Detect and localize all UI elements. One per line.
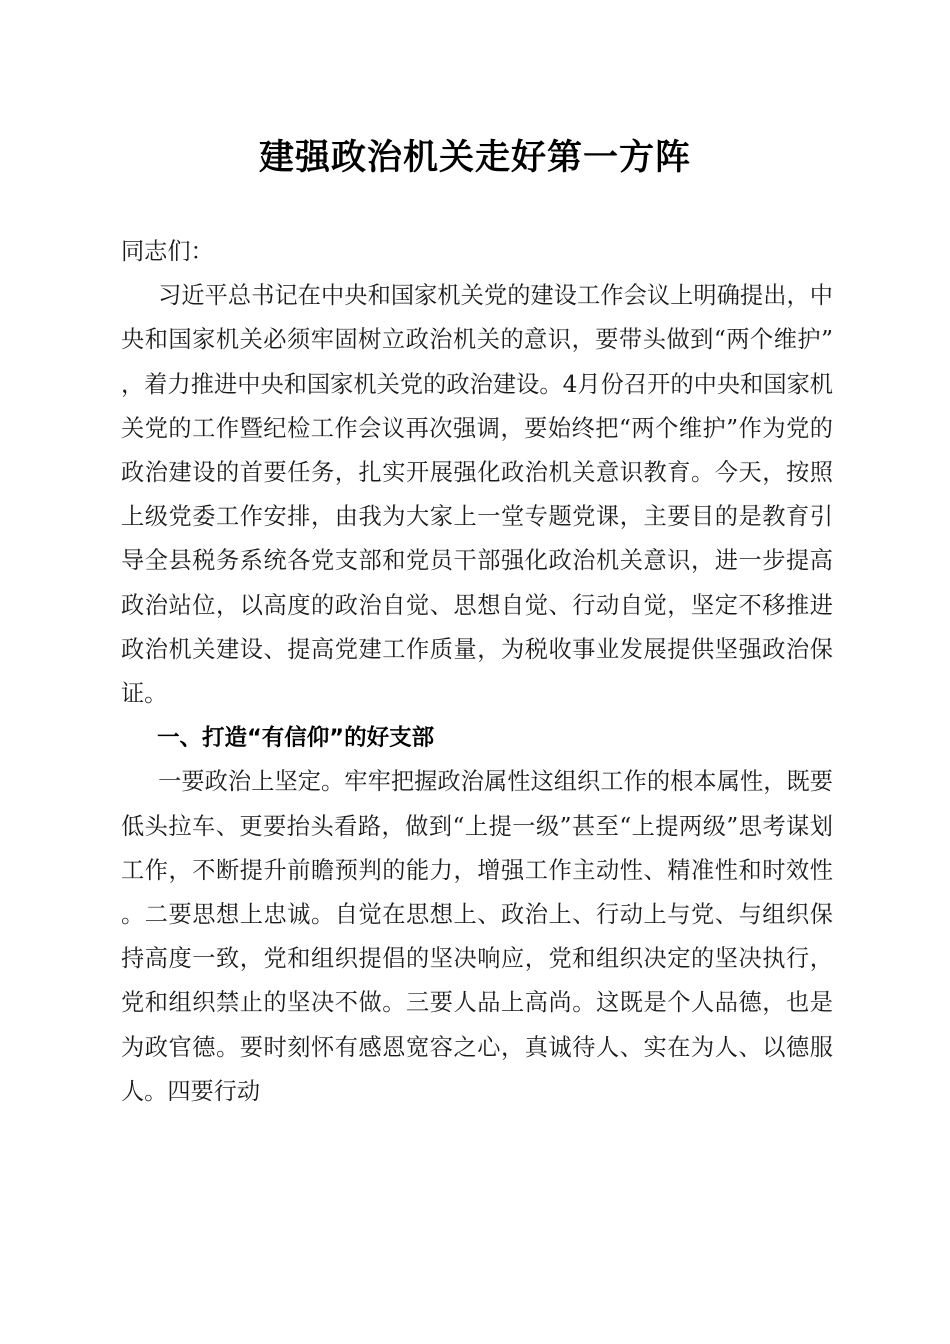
salutation: 同志们：	[121, 238, 214, 265]
document-body	[121, 230, 833, 1114]
intro-paragraph: 习近平总书记在中央和国家机关党的建设工作会议上明确提出，中央和国家机关必须牢固树立政治机关的意识，要带头做到“两个维护”，着力推进中央和国家机关党的政治建设。4月份召开的中央和国家机关党的工作暨纪检工作会议再次强调，要始终把“两个维护”作为党的政治建设的首要任务，扎实开展强化政治机关意识教育。今天，按照上级党委工作安排，由我为大家上一堂专题党课，主要目的是教育引导全县税务系统各党支部和党员干部强化政治机关意识，进一步提高政治站位，以高度的政治自觉、思想自觉、行动自觉，坚定不移推进政治机关建设、提高党建工作质量，为税收事业发展提供坚强政治保证。	[121, 282, 833, 708]
section-1-paragraph: 一要政治上坚定。牢牢把握政治属性这组织工作的根本属性，既要低头拉车、更要抬头看路，做到“上提一级”甚至“上提两级”思考谋划工作，不断提升前瞻预判的能力，增强工作主动性、精准性和时效性。二要思想上忠诚。自觉在思想上、政治上、行动上与党、与组织保持高度一致，党和组织提倡的坚决响应，党和组织决定的坚决执行，党和组织禁止的坚决不做。三要人品上高尚。这既是个人品德，也是为政官德。要时刻怀有感恩宽容之心，真诚待人、实在为人、以德服人。四要行动	[121, 768, 833, 1105]
section-heading-1: 一、打造“有信仰”的好支部	[157, 725, 435, 752]
document-title: 建强政治机关走好第一方阵	[258, 137, 691, 178]
